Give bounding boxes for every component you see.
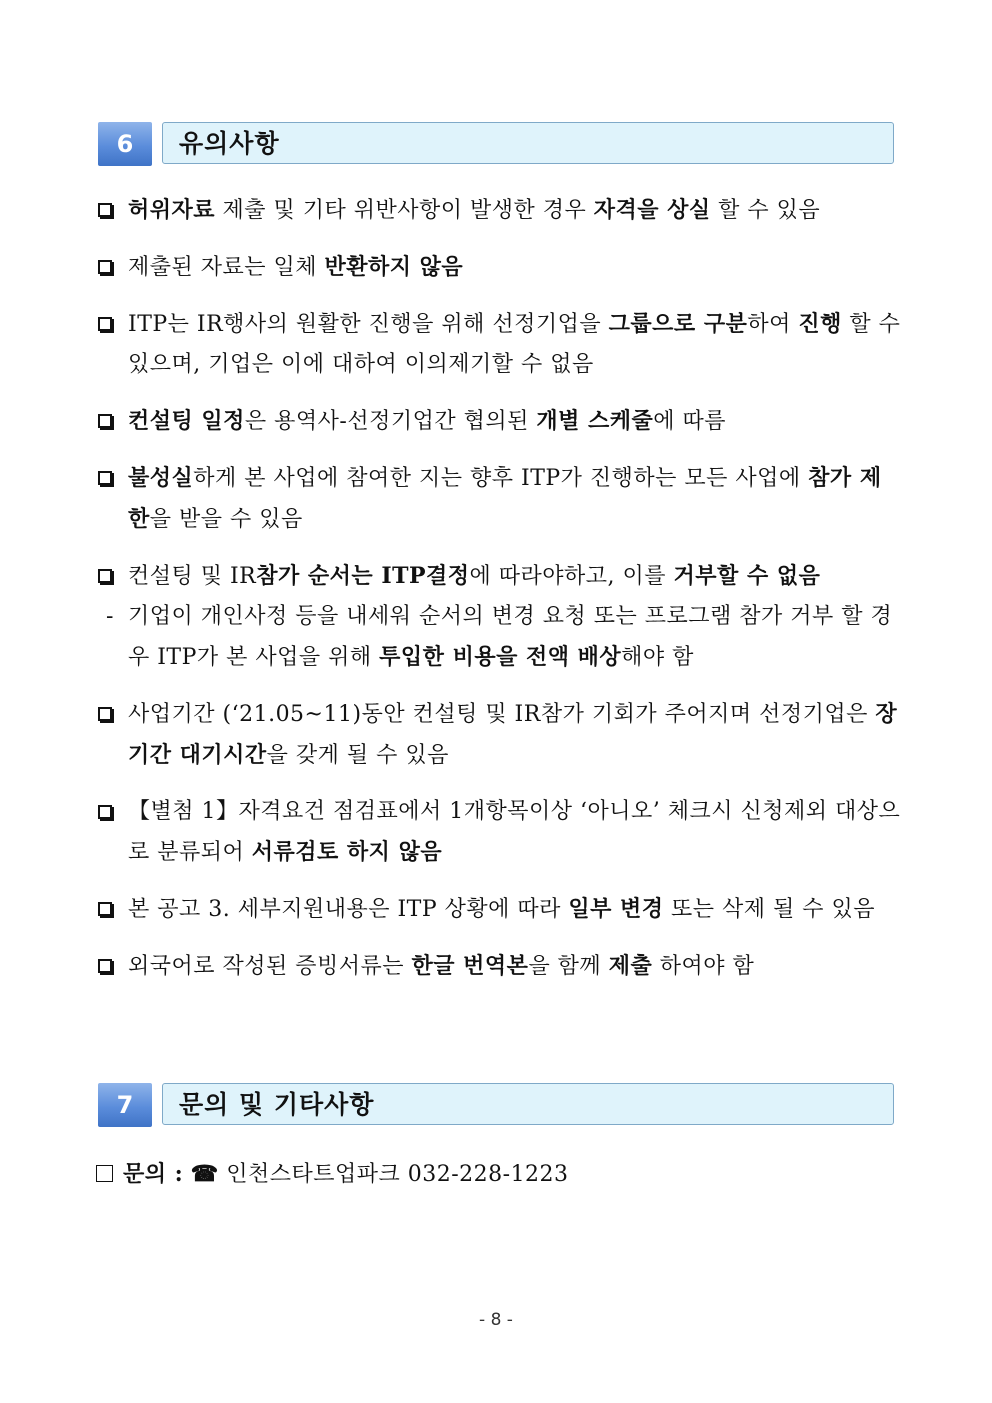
notice-text: 하게 본 사업에 참여한 지는 향후 ITP가 진행하는 모든 사업에 <box>193 466 809 491</box>
notice-text: 【별첨 1】자격요건 점검표에서 1개항목이상 ‘아니오’ 체크시 신청제외 대상으로 분류되어 <box>128 799 901 865</box>
notice-text: 컨설팅 및 IR <box>128 564 257 589</box>
checkbox-bullet-icon <box>98 805 112 819</box>
notice-item <box>96 889 902 930</box>
notice-text: 개별 스케줄 <box>536 408 654 434</box>
contact-text: 인천스타트업파크 032-228-1223 <box>226 1162 569 1187</box>
notice-text: 진행 <box>798 311 842 337</box>
notice-text: 에 따라야하고, 이를 <box>469 564 674 589</box>
notice-text: 투입한 비용을 전액 배상 <box>379 644 622 670</box>
notice-text: 참가 제한 <box>128 465 882 532</box>
notice-item <box>96 247 902 288</box>
notice-text: 불성실 <box>128 465 194 491</box>
notice-text: 또는 삭제 될 수 있음 <box>663 897 876 922</box>
contact-label: 문의 : <box>123 1161 184 1187</box>
notice-item <box>96 458 902 540</box>
notice-item <box>96 694 902 776</box>
checkbox-bullet-icon <box>98 414 112 428</box>
notice-text: 할 수 있음 <box>710 198 821 223</box>
section-7-number: 7 <box>98 1083 152 1127</box>
contact-line <box>96 1156 569 1193</box>
notice-item <box>96 304 902 385</box>
checkbox-icon <box>96 1165 113 1182</box>
dash-bullet: - <box>106 604 114 629</box>
notice-text: 본 공고 3. 세부지원내용은 ITP 상황에 따라 <box>128 897 569 922</box>
phone-icon: ☎ <box>190 1161 219 1187</box>
section-6-number: 6 <box>98 122 152 166</box>
notice-text: 해야 함 <box>621 645 694 670</box>
notice-text: 허위자료 <box>128 197 216 223</box>
notice-item <box>96 556 902 678</box>
notice-text: 거부할 수 없음 <box>673 563 821 589</box>
section-6-title: 유의사항 <box>162 122 894 164</box>
checkbox-bullet-icon <box>98 707 112 721</box>
checkbox-bullet-icon <box>98 260 112 274</box>
notice-text: 한글 번역본 <box>411 953 529 979</box>
notice-text: 서류검토 하지 않음 <box>251 839 443 865</box>
checkbox-bullet-icon <box>98 203 112 217</box>
notice-text: 에 따름 <box>653 409 727 434</box>
notice-text: ITP는 IR행사의 원활한 진행을 위해 선정기업을 <box>128 312 609 337</box>
notice-text: 을 갖게 될 수 있음 <box>266 743 449 768</box>
notice-text: 하여야 함 <box>652 954 755 979</box>
notice-text: 제출 <box>608 953 653 979</box>
notice-text: 외국어로 작성된 증빙서류는 <box>128 954 412 979</box>
notice-text: 자격을 상실 <box>593 197 711 223</box>
notice-text: 장기간 대기시간 <box>128 701 898 768</box>
notice-text: 을 받을 수 있음 <box>149 507 303 532</box>
section-7-header <box>98 1083 894 1127</box>
notice-item <box>96 946 902 987</box>
notice-text: 컨설팅 일정 <box>128 408 245 434</box>
notice-text: 을 함께 <box>528 954 609 979</box>
section-7-title: 문의 및 기타사항 <box>162 1083 894 1125</box>
notice-item <box>96 792 902 873</box>
checkbox-bullet-icon <box>98 902 112 916</box>
notice-subitem <box>106 597 902 678</box>
notice-text: 일부 변경 <box>568 896 664 922</box>
notice-text: 기업이 개인사정 등을 내세워 순서의 변경 요청 또는 프로그램 참가 거부 할 경우 ITP가 본 사업을 위해 <box>128 604 893 670</box>
notice-item <box>96 190 902 231</box>
checkbox-bullet-icon <box>98 569 112 583</box>
notice-text: 하여 <box>747 312 799 337</box>
notice-text: 제출 및 기타 위반사항이 발생한 경우 <box>215 198 594 223</box>
notice-text: 참가 순서는 ITP결정 <box>256 563 470 589</box>
page-number: - 8 - <box>479 1310 513 1330</box>
checkbox-bullet-icon <box>98 471 112 485</box>
notice-text: 은 용역사-선정기업간 협의된 <box>244 409 537 434</box>
checkbox-bullet-icon <box>98 959 112 973</box>
notice-text: 반환하지 않음 <box>324 254 464 280</box>
notice-text: 할 수 있으며, 기업은 이에 대하여 이의제기할 수 없음 <box>128 312 901 377</box>
section-6-header <box>98 122 894 166</box>
notice-text: 제출된 자료는 일체 <box>128 255 325 280</box>
notice-list <box>96 190 902 1003</box>
checkbox-bullet-icon <box>98 317 112 331</box>
notice-text: 사업기간 (‘21.05~11)동안 컨설팅 및 IR참가 기회가 주어지며 선정기업은 <box>128 702 876 727</box>
notice-item <box>96 401 902 442</box>
notice-text: 그룹으로 구분 <box>608 311 748 337</box>
